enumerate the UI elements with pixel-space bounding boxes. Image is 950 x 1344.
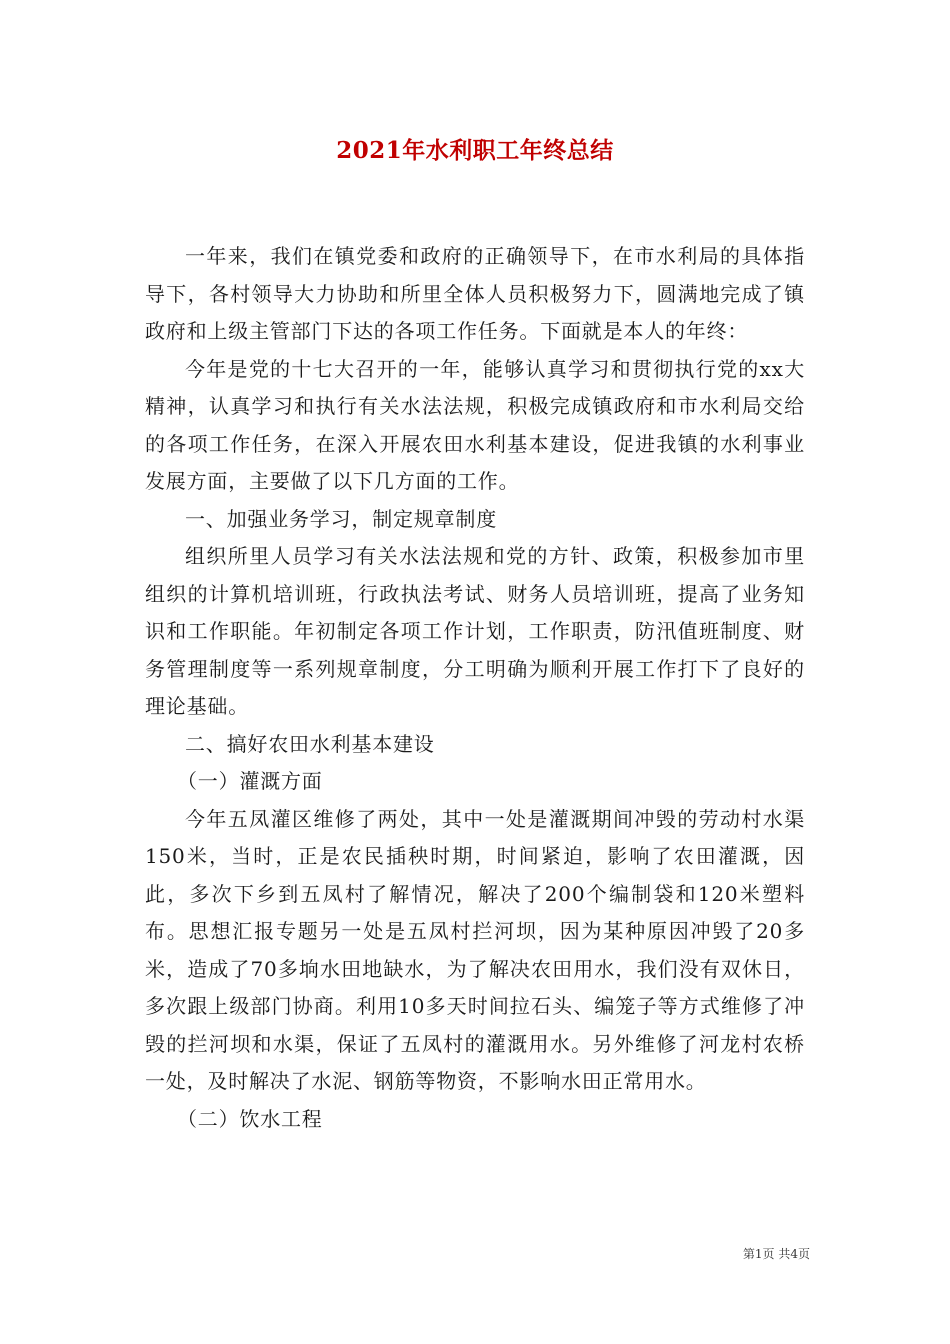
document-title: 2021年水利职工年终总结 (336, 137, 614, 164)
subsection-heading-irrigation: （一）灌溉方面 (177, 769, 323, 793)
section-heading-2: 二、搞好农田水利基本建设 (185, 731, 435, 756)
paragraph-intro: 一年来，我们在镇党委和政府的正确领导下，在市水利局的具体指导下，各村领导大力协助和所里全体人员积极努力下，圆满地完成了镇政府和上级主管部门下达的各项工作任务。下面就是本人的年终： (145, 244, 805, 343)
page-number-footer: 第1页 共4页 (742, 1247, 810, 1261)
section-heading-1: 一、加强业务学习，制定规章制度 (185, 506, 497, 531)
paragraph-section-1: 组织所里人员学习有关水法法规和党的方针、政策，积极参加市里组织的计算机培训班，行政执法考试、财务人员培训班，提高了业务知识和工作职能。年初制定各项工作计划，工作职责，防汛值班制度、财务管理制度等一系列规章制度，分工明确为顺利开展工作打下了良好的理论基础。 (145, 544, 805, 718)
document-body (145, 238, 805, 1138)
subsection-heading-drinking-water: （二）饮水工程 (177, 1106, 323, 1131)
paragraph-overview: 今年是党的十七大召开的一年，能够认真学习和贯彻执行党的xx大精神，认真学习和执行有关水法法规，积极完成镇政府和市水利局交给的各项工作任务，在深入开展农田水利基本建设，促进我镇的水利事业发展方面，主要做了以下几方面的工作。 (145, 356, 805, 493)
paragraph-irrigation: 今年五凤灌区维修了两处，其中一处是灌溉期间冲毁的劳动村水渠150米，当时，正是农民插秧时期，时间紧迫，影响了农田灌溉，因此，多次下乡到五凤村了解情况，解决了200个编制袋和120米塑料布。思想汇报专题另一处是五凤村拦河坝，因为某种原因冲毁了20多米，造成了70多垧水田地缺水，为了解决农田用水，我们没有双休日，多次跟上级部门协商。利用10多天时间拉石头、编笼子等方式维修了冲毁的拦河坝和水渠，保证了五凤村的灌溉用水。另外维修了河龙村农桥一处，及时解决了水泥、钢筋等物资，不影响水田正常用水。 (145, 806, 805, 1093)
